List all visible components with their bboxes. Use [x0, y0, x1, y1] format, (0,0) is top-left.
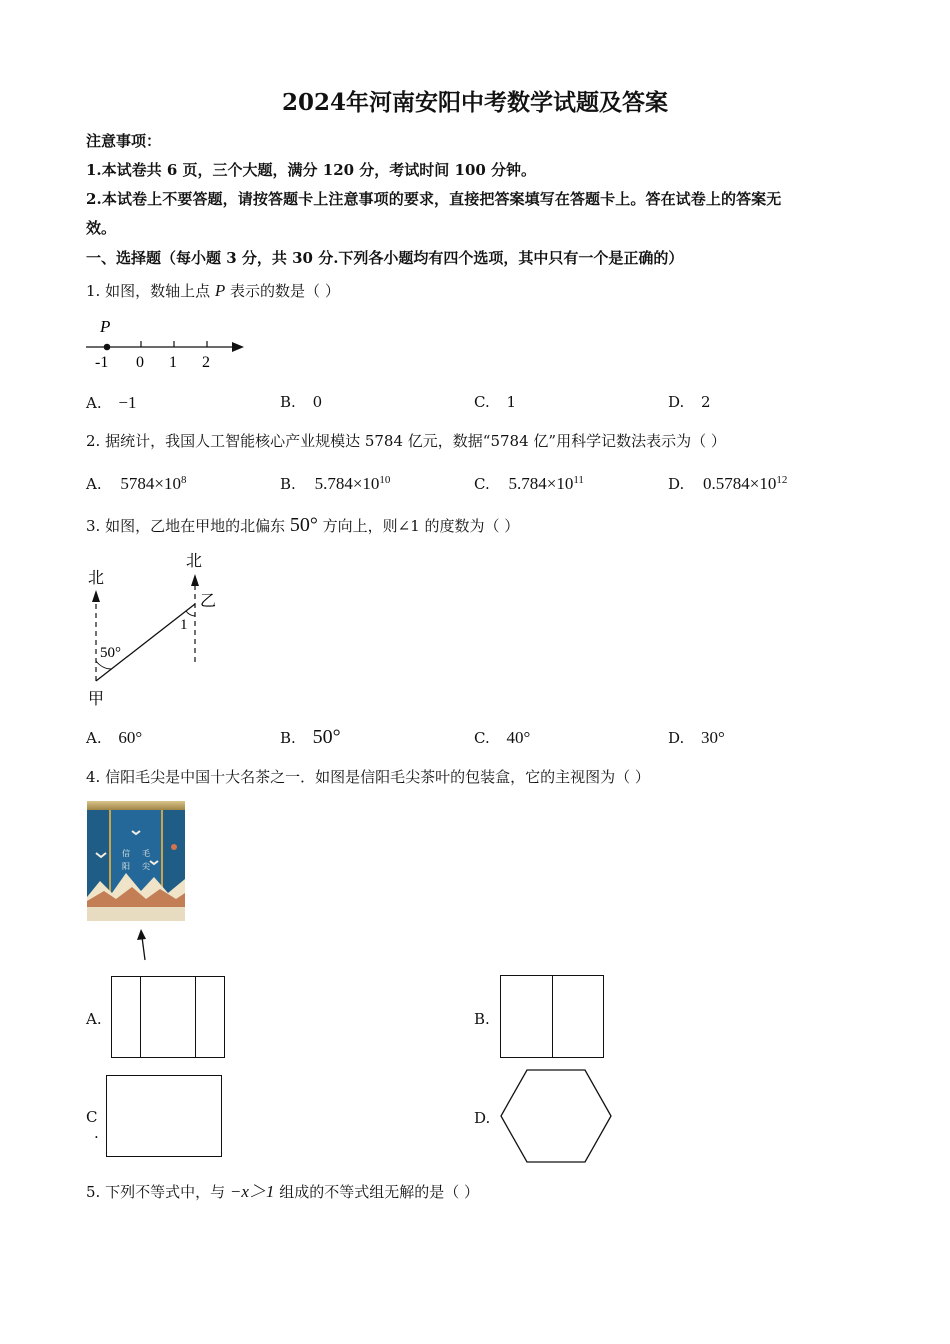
q5-stem-text-end: 组成的不等式组无解的是（ ）: [279, 1183, 479, 1201]
q3-stem-degree: 50°: [289, 514, 318, 536]
option-value: 1: [506, 393, 517, 411]
section-heading: 一、选择题（每小题 3 分，共 30 分.下列各小题均有四个选项，其中只有一个是正确的）: [86, 249, 684, 267]
q2-stem: 2. 据统计，我国人工智能核心产业规模达 5784 亿元，数据“5784 亿”用科学记数法表示为（ ）: [86, 432, 726, 450]
option-label: A.: [86, 394, 102, 412]
number-line-figure: [84, 316, 254, 374]
q1-stem-text-end: 表示的数是（ ）: [230, 282, 340, 300]
tea-box-char: 信: [122, 849, 130, 858]
point-p-label: P: [100, 317, 111, 336]
notice-item-1: 1.本试卷共 6 页，三个大题，满分 120 分，考试时间 100 分钟。: [86, 161, 537, 179]
option-label: C.: [474, 393, 490, 411]
point-p-marker: [104, 344, 111, 351]
q4-option-a-label: A.: [86, 1010, 102, 1028]
point-yi-label: 乙: [200, 593, 217, 610]
q4-stem: 4. 信阳毛尖是中国十大名茶之一．如图是信阳毛尖茶叶的包装盒，它的主视图为（ ）: [86, 768, 650, 786]
q2-option-b[interactable]: [280, 474, 390, 494]
q1-stem-variable: P: [214, 281, 226, 300]
option-label: A.: [86, 475, 102, 493]
option-exponent: 11: [573, 474, 584, 486]
option-value: 0.5784×10: [703, 474, 777, 493]
tick-label-neg1: -1: [95, 354, 109, 371]
q3-stem-text-end: 方向上，则∠1 的度数为（ ）: [322, 517, 520, 535]
q1-option-b[interactable]: [280, 393, 322, 411]
q1-option-a[interactable]: [86, 393, 136, 413]
q1-option-d[interactable]: [668, 393, 711, 411]
notice-item-2-line-1: 2.本试卷上不要答题，请按答题卡上注意事项的要求，直接把答案填写在答题卡上。答在试卷上的答案无: [86, 190, 782, 208]
option-label: A.: [86, 729, 102, 747]
option-exponent: 8: [180, 474, 187, 486]
direction-figure: [80, 548, 230, 712]
notice-heading: 注意事项：: [86, 132, 162, 150]
option-value: 5.784×10: [508, 474, 574, 493]
option-label: B.: [280, 475, 296, 493]
q3-option-d[interactable]: [668, 728, 725, 748]
option-exponent: 10: [379, 474, 391, 486]
divider-line: [195, 977, 196, 1057]
north-label-left: 北: [88, 570, 105, 587]
q2-option-a[interactable]: [86, 474, 186, 494]
option-label: C.: [474, 475, 490, 493]
q5-stem-text: 5. 下列不等式中，与: [86, 1183, 226, 1201]
q3-stem: [86, 514, 519, 537]
q4-option-d-label: D.: [474, 1109, 491, 1127]
q1-option-c[interactable]: [474, 393, 516, 411]
view-direction-arrow: [132, 928, 156, 962]
q4-option-d[interactable]: [498, 1068, 614, 1166]
q3-option-a[interactable]: [86, 728, 142, 748]
option-value: 50°: [312, 726, 341, 748]
option-value: −1: [118, 393, 137, 412]
q1-stem-text: 1. 如图，数轴上点: [86, 282, 211, 300]
q5-stem: [86, 1177, 479, 1202]
option-value: 0: [312, 393, 323, 411]
north-label-right: 北: [186, 553, 203, 570]
hexagon-shape: [501, 1070, 611, 1162]
q4-option-b[interactable]: [500, 975, 604, 1058]
tea-box-image: [86, 801, 186, 925]
angle-1-label: 1: [180, 617, 188, 633]
q2-option-d[interactable]: [668, 474, 787, 494]
option-value: 60°: [118, 728, 143, 747]
q1-stem: [86, 280, 340, 301]
q3-option-c[interactable]: [474, 728, 530, 748]
option-value: 30°: [701, 728, 725, 747]
tick-label-1: 1: [169, 354, 177, 371]
option-label: D.: [668, 393, 685, 411]
tea-box-char: 毛: [142, 849, 150, 858]
q4-option-c-dot: .: [94, 1124, 99, 1142]
option-label: B.: [280, 393, 296, 411]
arrow-right-icon: [232, 342, 244, 352]
point-jia-label: 甲: [88, 691, 105, 708]
arrow-up-icon: [137, 929, 146, 940]
option-label: C.: [474, 729, 490, 747]
option-value: 40°: [506, 728, 531, 747]
angle-50-label: 50°: [100, 645, 121, 661]
tea-box-char: 尖: [142, 862, 150, 871]
page-title: 2024年河南安阳中考数学试题及答案: [281, 89, 668, 116]
option-value: 5784×10: [120, 474, 181, 493]
north-arrow-icon: [92, 590, 100, 602]
option-label: D.: [668, 729, 685, 747]
q4-option-b-label: B.: [474, 1010, 490, 1028]
q4-option-a[interactable]: [111, 976, 225, 1058]
q3-stem-text: 3. 如图，乙地在甲地的北偏东: [86, 517, 286, 535]
q5-stem-math: −x＞1: [229, 1182, 275, 1201]
divider-line: [140, 977, 141, 1057]
q3-option-b[interactable]: [280, 726, 341, 749]
option-label: D.: [668, 475, 685, 493]
q4-option-c-label: C: [86, 1108, 98, 1126]
option-value: 5.784×10: [314, 474, 380, 493]
tick-label-2: 2: [202, 354, 210, 371]
notice-item-2-line-2: 效。: [86, 219, 117, 237]
option-value: 2: [701, 393, 711, 411]
divider-line: [552, 976, 553, 1057]
option-exponent: 12: [776, 474, 788, 486]
q2-option-c[interactable]: [474, 474, 584, 494]
tea-box-char: 阳: [122, 862, 130, 871]
q4-option-c[interactable]: [106, 1075, 222, 1157]
north-arrow-icon: [191, 574, 199, 586]
tick-label-0: 0: [136, 354, 144, 371]
option-label: B.: [280, 729, 296, 747]
